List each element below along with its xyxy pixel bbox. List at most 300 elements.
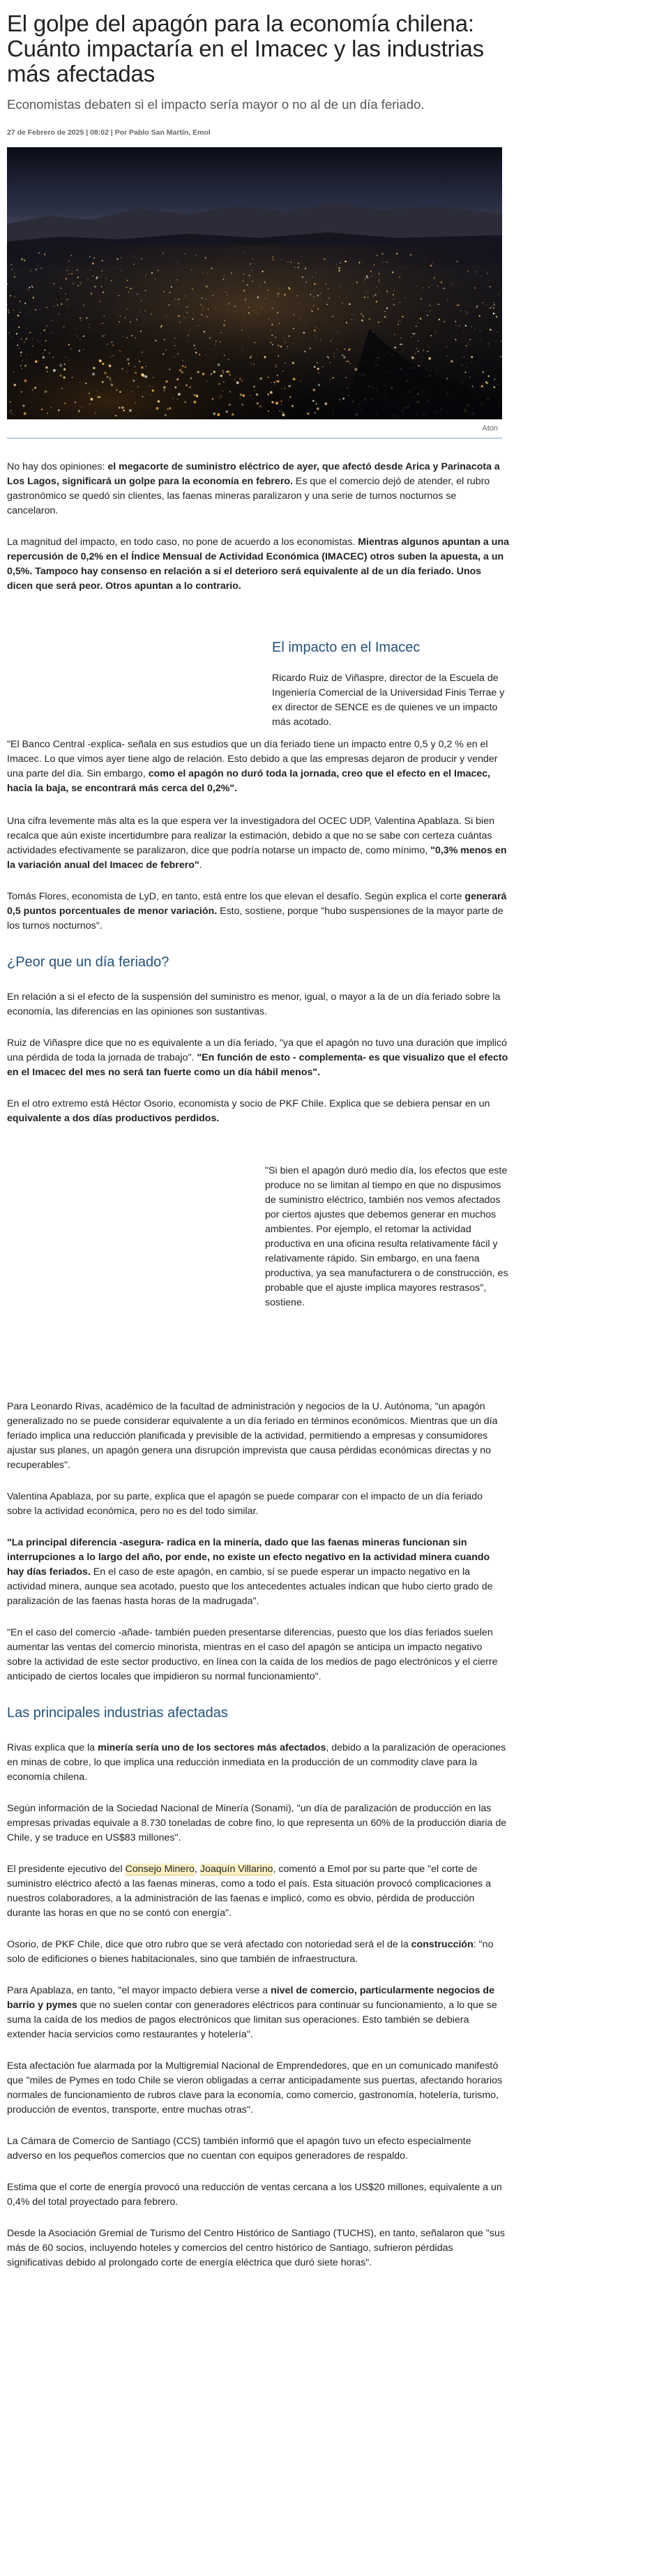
city-light <box>305 268 306 269</box>
city-light <box>13 371 15 373</box>
city-light <box>51 332 52 333</box>
city-light <box>102 381 104 383</box>
city-light <box>145 392 146 393</box>
city-light <box>453 285 455 287</box>
city-light <box>379 273 381 275</box>
city-light <box>119 407 121 409</box>
city-light <box>213 412 215 414</box>
city-light <box>378 280 379 281</box>
city-light <box>93 329 94 330</box>
city-light <box>212 398 213 400</box>
city-light <box>156 407 159 410</box>
city-light <box>291 405 294 407</box>
city-light <box>86 317 88 320</box>
city-light <box>482 371 484 373</box>
city-light <box>14 276 15 278</box>
city-light <box>346 322 347 323</box>
city-light <box>257 313 258 314</box>
city-light <box>245 299 246 300</box>
city-light <box>270 342 271 343</box>
city-light <box>493 387 495 389</box>
city-light <box>78 410 80 412</box>
city-light <box>41 267 42 268</box>
city-light <box>243 290 245 292</box>
city-light <box>428 357 431 360</box>
city-light <box>53 369 56 372</box>
city-light <box>99 359 102 362</box>
city-light <box>47 371 48 373</box>
city-light <box>190 377 192 380</box>
city-light <box>202 373 205 375</box>
city-light <box>175 299 176 300</box>
city-light <box>53 283 54 285</box>
city-light <box>317 362 318 364</box>
section3-paragraph-7: La Cámara de Comercio de Santiago (CCS) también informó que el apagón tuvo un efecto especialmente adverso en los pequeños comercios que no cuentan con equipos generadores de respaldo. <box>7 2136 471 2162</box>
section2-paragraph-7: "En el caso del comercio -añade- también pueden presentarse diferencias, puesto que los días feriados suelen aumentar las ventas del comercio minorista, mientras en el caso del apagón se anticipa un impacto negativo sobre la actividad de este sector productivo, en línea con la caída de los medios de pago electrónicos y el cierre anticipado de ciertos locales que impidieron su normal funcionamiento". <box>7 1627 498 1682</box>
city-light <box>13 330 14 331</box>
city-light <box>185 401 186 403</box>
city-light <box>304 351 305 352</box>
city-light <box>24 412 26 415</box>
city-light <box>317 308 319 310</box>
city-light <box>311 310 312 312</box>
city-light <box>64 364 66 365</box>
city-light <box>121 407 123 409</box>
city-light <box>188 334 189 336</box>
city-light <box>204 331 205 332</box>
city-light <box>24 303 26 304</box>
city-light <box>467 312 468 313</box>
city-light <box>249 275 250 276</box>
city-light <box>104 315 105 316</box>
city-light <box>22 405 24 407</box>
city-light <box>220 395 222 396</box>
city-light <box>427 351 429 352</box>
city-light <box>285 342 286 343</box>
city-light <box>314 366 316 368</box>
city-light <box>29 331 31 333</box>
city-light <box>248 313 250 314</box>
city-light <box>126 371 128 373</box>
city-light <box>165 414 167 417</box>
city-light <box>79 350 80 352</box>
joaquin-villarino-link[interactable]: Joaquín Villarino <box>199 1864 273 1875</box>
city-light <box>183 317 184 318</box>
city-light <box>434 277 436 279</box>
city-light <box>45 366 47 368</box>
city-light <box>126 287 128 288</box>
city-light <box>75 401 76 403</box>
city-light <box>71 255 72 256</box>
city-light <box>292 362 294 364</box>
city-light <box>231 272 232 274</box>
city-light <box>401 343 402 345</box>
hero-figure <box>7 147 502 439</box>
city-light <box>455 325 456 326</box>
city-light <box>50 407 52 408</box>
city-light <box>11 336 12 337</box>
city-light <box>485 304 487 306</box>
city-light <box>193 400 196 403</box>
city-light <box>91 293 92 294</box>
city-light <box>241 330 242 331</box>
city-light <box>140 310 141 311</box>
city-light <box>271 324 273 325</box>
article-meta: 27 de Febrero de 2025 | 08:02 | Por Pablo San Martín, Emol <box>7 128 211 137</box>
city-light <box>280 400 282 402</box>
city-light <box>34 387 36 389</box>
city-light <box>377 286 378 287</box>
city-light <box>361 313 362 315</box>
city-light <box>267 377 268 378</box>
city-light <box>52 357 54 358</box>
city-light <box>450 360 453 363</box>
city-light <box>195 348 196 349</box>
city-light <box>493 313 495 315</box>
city-light <box>444 287 445 289</box>
city-light <box>207 273 208 274</box>
city-light <box>38 253 40 254</box>
city-light <box>32 338 33 339</box>
city-light <box>487 375 489 377</box>
section2-quote: "Si bien el apagón duró medio día, los efectos que este produce no se limitan al tiempo en que no dispusimos de suministro eléctrico, también nos vemos afectados por ciertos ajustes que debemos generar en muchos ambientes. Por ejemplo, el retomar la actividad productiva en una oficina resulta relativamente fácil y relativamente rápido. Sin embargo, en una faena productiva, ya sea manufacturera o de construcción, es probable que el ajuste implica mayores restrasos", sostiene. <box>7 1164 509 1310</box>
city-light <box>330 362 331 363</box>
city-light <box>80 284 81 285</box>
city-light <box>305 286 306 287</box>
city-light <box>218 364 220 366</box>
city-light <box>288 385 290 387</box>
city-light <box>63 368 66 370</box>
city-light <box>142 352 143 353</box>
city-light <box>158 400 160 403</box>
city-light <box>270 329 271 330</box>
city-light <box>491 306 492 308</box>
city-light <box>35 309 36 310</box>
city-light <box>131 391 132 393</box>
city-light <box>229 403 232 406</box>
city-light <box>112 355 113 356</box>
city-light <box>18 327 20 328</box>
city-light <box>101 286 102 287</box>
city-light <box>131 335 132 336</box>
city-light <box>275 336 276 338</box>
city-light <box>457 280 458 281</box>
city-light <box>43 364 44 365</box>
city-light <box>53 333 54 334</box>
city-light <box>20 355 22 357</box>
city-light <box>180 315 181 316</box>
city-light <box>444 321 446 323</box>
city-light <box>466 345 467 347</box>
city-light <box>338 267 340 269</box>
city-light <box>109 380 111 381</box>
city-light <box>89 403 90 404</box>
city-light <box>342 302 343 304</box>
city-light <box>141 258 142 260</box>
city-light <box>223 324 225 326</box>
city-light <box>68 344 70 345</box>
city-light <box>397 324 399 325</box>
city-light <box>282 414 285 417</box>
section-heading-feriado: ¿Peor que un día feriado? <box>7 954 169 970</box>
city-light <box>96 276 98 278</box>
city-light <box>21 338 22 340</box>
city-light <box>250 263 251 264</box>
city-light <box>155 340 156 341</box>
city-light <box>293 328 294 329</box>
city-light <box>416 326 417 327</box>
city-light <box>253 310 254 311</box>
city-light <box>89 324 90 325</box>
city-light <box>22 360 23 361</box>
section2-paragraph-4: Para Leonardo Rivas, académico de la facultad de administración y negocios de la U. Autónoma, "un apagón generalizado no se puede considerar equivalente a un día feriado en términos económicos. Mientras que un día feriado implica una reducción planificada y previsible de la actividad, permitiendo a empresas y consumidores ajustar sus planes, un apagón genera una disrupción imprevista que causa pérdidas económicas directas y no recuperables". <box>7 1401 498 1471</box>
city-light <box>47 412 48 414</box>
city-light <box>416 286 417 287</box>
city-light <box>206 316 208 317</box>
city-light <box>294 267 295 268</box>
city-light <box>348 350 349 351</box>
city-light <box>315 273 316 274</box>
city-light <box>280 404 281 405</box>
city-light <box>275 402 278 405</box>
city-light <box>171 286 172 287</box>
city-light <box>195 352 197 353</box>
city-light <box>264 356 266 358</box>
city-light <box>239 398 241 400</box>
city-light <box>68 260 70 262</box>
city-light <box>395 334 396 336</box>
city-light <box>343 357 345 359</box>
city-light <box>275 364 276 366</box>
city-light <box>134 366 135 367</box>
city-light <box>349 304 351 306</box>
city-light <box>277 312 278 313</box>
city-light <box>259 285 260 286</box>
city-light <box>346 361 347 362</box>
city-light <box>222 278 224 280</box>
city-light <box>277 375 278 376</box>
city-light <box>63 376 65 378</box>
city-light <box>315 403 317 405</box>
city-light <box>9 412 10 413</box>
city-light <box>288 287 289 288</box>
city-light <box>163 387 166 389</box>
city-light <box>285 362 286 364</box>
city-light <box>421 298 423 300</box>
city-light <box>310 294 311 295</box>
city-light <box>377 255 378 256</box>
city-light <box>9 332 10 334</box>
city-light <box>264 281 265 283</box>
city-light <box>169 407 171 410</box>
section3-paragraph-2: Según información de la Sociedad Nacional de Minería (Sonami), "un día de paralización de producción en las empresas privadas equivale a 8.730 toneladas de cobre fino, lo que representa un 60% de la producción diaria de Chile, y se traduce en US$83 millones". <box>7 1803 507 1843</box>
section3-paragraph-8: Estima que el corte de energía provocó una reducción de ventas cercana a los US$20 millones, equivalente a un 0,4% del total proyectado para febrero. <box>7 2182 502 2208</box>
city-light <box>144 310 146 312</box>
city-light <box>103 322 104 324</box>
city-light <box>205 257 206 259</box>
city-light <box>95 412 96 414</box>
city-light <box>291 385 292 386</box>
city-light <box>105 278 107 279</box>
section3-paragraph-4: Osorio, de PKF Chile, dice que otro rubro que se verá afectado con notoriedad será el de la construcción: "no solo de edificiones o bienes habitacionales, sino que también de infraestructura. <box>7 1939 494 1965</box>
city-light <box>479 315 480 317</box>
city-light <box>10 401 11 403</box>
city-light <box>213 370 215 373</box>
city-light <box>141 373 144 376</box>
city-light <box>119 391 121 393</box>
city-light <box>126 308 128 310</box>
city-light <box>455 321 456 322</box>
city-light <box>83 304 84 305</box>
city-light <box>394 347 396 349</box>
city-light <box>107 376 108 377</box>
city-light <box>250 356 252 358</box>
city-light <box>326 304 328 305</box>
city-light <box>217 396 218 397</box>
section3-paragraph-5: Para Apablaza, en tanto, "el mayor impacto debiera verse a nivel de comercio, particularmente negocios de barrio y pymes que no suelen contar con generadores eléctricos para continuar su funcionamiento, a lo que se suma la caída de los medios de pagos electrónicos que limitan sus operaciones. Esto también se debiera extender hacia servicios como restaurantes y hotelería". <box>7 1985 497 2040</box>
city-light <box>176 279 178 280</box>
city-light <box>314 291 315 292</box>
city-light <box>324 403 327 405</box>
city-light <box>32 345 33 347</box>
city-light <box>71 273 73 274</box>
city-light <box>496 266 497 267</box>
city-light <box>289 336 290 337</box>
city-light <box>123 410 124 411</box>
city-light <box>61 287 62 289</box>
paragraph-3: Una cifra levemente más alta es la que espera ver la investigadora del OCEC UDP, Valentina Apablaza. Si bien recalca que aún existe incertidumbre para realizar la estimación, debido a que no se sabe con certeza cuántas actividades efectivamente se paralizaron, dice que podría notarse un impacto de, como mínimo, "0,3% menos en la variación anual del Imacec de febrero". <box>7 816 507 871</box>
city-light <box>469 339 471 340</box>
city-light <box>32 287 33 288</box>
article-subtitle: Economistas debaten si el impacto sería mayor o no al de un día feriado. <box>7 97 425 112</box>
city-light <box>405 297 406 298</box>
city-light <box>439 319 440 320</box>
city-light <box>194 345 195 346</box>
city-light <box>192 288 193 290</box>
city-light <box>456 260 458 262</box>
city-light <box>142 396 144 398</box>
city-light <box>471 361 472 362</box>
city-light <box>466 311 467 313</box>
city-light <box>149 385 150 386</box>
city-light <box>198 325 199 326</box>
city-light <box>298 267 299 268</box>
city-light <box>140 331 142 332</box>
city-light <box>314 330 315 331</box>
city-light <box>468 342 469 343</box>
section2-paragraph-6: "La principal diferencia -asegura- radica en la minería, dado que las faenas mineras funcionan sin interrupciones a lo largo del año, por ende, no existe un efecto negativo en la actividad minera cuando hay días feriados. En el caso de este apagón, en cambio, sí se puede esperar un impacto negativo en la actividad minera, aunque sea acotado, puesto que los antecedentes actuales indican que hubo cierto grado de paralización de las faenas hasta horas de la madrugada". <box>7 1537 493 1607</box>
consejo-minero-link[interactable]: Consejo Minero <box>125 1864 195 1875</box>
city-light <box>186 306 188 308</box>
city-light <box>423 350 425 351</box>
city-light <box>477 306 478 307</box>
city-light <box>278 293 280 294</box>
article <box>7 0 509 2270</box>
city-light <box>402 350 403 351</box>
city-light <box>265 298 266 299</box>
city-light <box>129 410 132 412</box>
city-light <box>342 398 344 400</box>
city-light <box>73 283 74 284</box>
city-light <box>358 262 360 263</box>
city-light <box>211 267 213 269</box>
city-light <box>482 302 483 304</box>
city-light <box>268 319 269 320</box>
city-light <box>317 368 319 370</box>
section-heading-imacec: El impacto en el Imacec <box>272 640 421 655</box>
city-light <box>259 405 262 407</box>
city-light <box>354 322 355 323</box>
city-light <box>293 377 296 380</box>
city-light <box>92 373 95 375</box>
city-light <box>201 314 202 315</box>
city-light <box>359 308 360 309</box>
city-light <box>257 297 259 299</box>
city-light <box>158 270 159 271</box>
city-light <box>310 347 311 349</box>
city-light <box>133 264 135 265</box>
city-light <box>35 360 38 363</box>
city-light <box>369 319 370 320</box>
city-light <box>103 292 104 293</box>
city-light <box>250 395 251 396</box>
city-light <box>241 403 243 405</box>
city-light <box>356 282 358 283</box>
city-light <box>224 355 225 356</box>
city-light <box>163 389 165 391</box>
city-light <box>284 294 285 295</box>
city-light <box>254 342 255 343</box>
city-light <box>160 327 162 328</box>
city-light <box>465 325 467 327</box>
city-light <box>20 312 21 313</box>
city-light <box>262 271 263 272</box>
city-light <box>256 394 258 396</box>
city-light <box>127 337 128 338</box>
city-light <box>135 402 136 403</box>
city-light <box>427 315 428 316</box>
city-light <box>109 364 112 367</box>
city-light <box>217 413 220 416</box>
city-light <box>327 357 329 359</box>
city-light <box>354 368 357 371</box>
city-light <box>279 323 280 324</box>
city-light <box>178 299 179 300</box>
city-light <box>273 259 274 260</box>
city-light <box>248 307 249 308</box>
city-light <box>466 333 467 334</box>
city-light <box>185 295 186 297</box>
city-light <box>44 254 45 255</box>
city-light <box>393 304 395 306</box>
city-light <box>386 308 388 309</box>
city-light <box>351 319 353 320</box>
city-light <box>381 253 384 255</box>
city-light <box>212 295 213 296</box>
city-light <box>487 273 488 274</box>
city-light <box>136 319 138 321</box>
city-light <box>312 276 313 278</box>
city-light <box>203 272 204 273</box>
city-light <box>412 333 414 334</box>
city-night-photo <box>7 147 502 419</box>
article-title: El golpe del apagón para la economía chilena: Cuánto impactaría en el Imacec y las industrias más afectadas <box>7 10 484 87</box>
city-light <box>399 276 400 278</box>
city-light <box>437 285 438 286</box>
city-light <box>351 314 352 315</box>
paragraph-2: La magnitud del impacto, en todo caso, no pone de acuerdo a los economistas. Mientras algunos apuntan a una repercusión de 0,2% en el Índice Mensual de Actividad Económica (IMACEC) otros suben la apuesta, a un 0,5%. Tampoco hay consenso en relación a si el deterioro será equivalente al de un día feriado. Unos dicen que será peor. Otros apuntan a lo contrario. <box>7 537 509 592</box>
city-light <box>220 341 221 343</box>
